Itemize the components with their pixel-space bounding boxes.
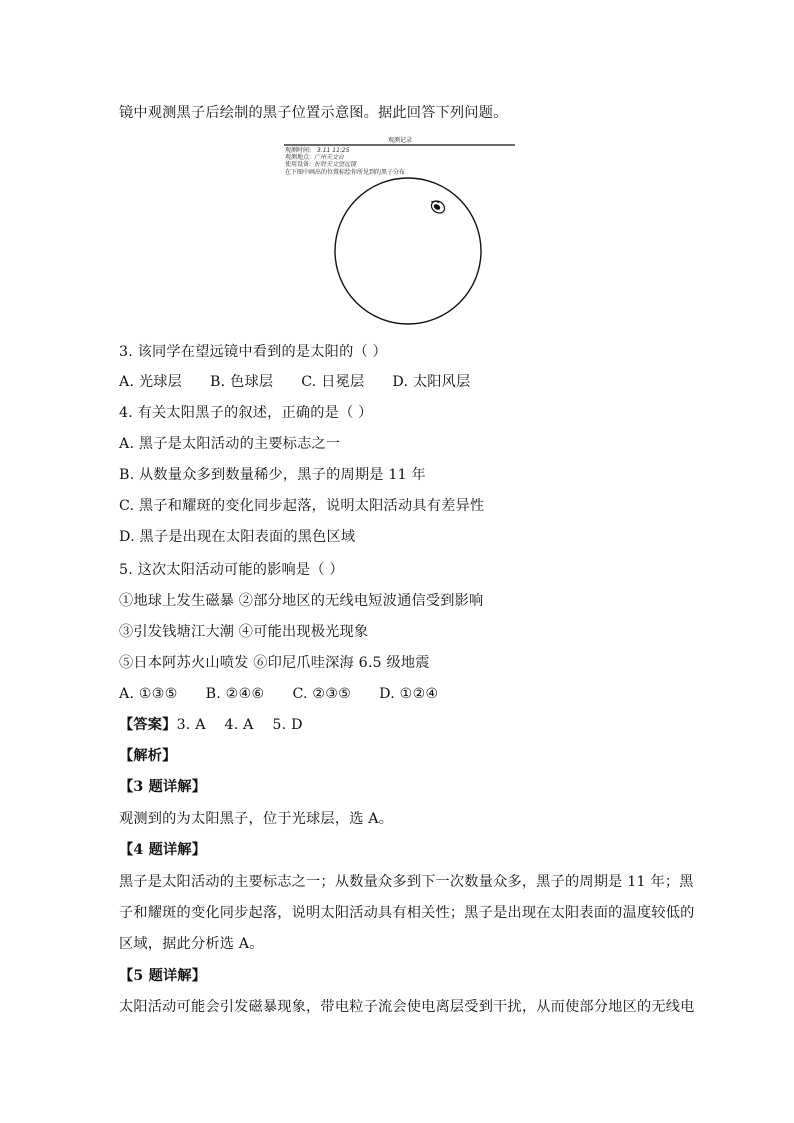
q4-option-c: C. 黑子和耀斑的变化同步起落，说明太阳活动具有差异性	[119, 498, 485, 514]
sunspot-observation-figure	[284, 136, 516, 332]
q3-detail-heading: 【3 题详解】	[119, 779, 207, 795]
figure-title: 观测记录	[388, 137, 413, 144]
analysis-label: 【解析】	[119, 748, 177, 764]
answer-text: 3. A 4. A 5. D	[176, 717, 303, 733]
q4-option-a: A. 黑子是太阳活动的主要标志之一	[119, 436, 341, 452]
q4-detail-line-3: 区域，据此分析选 A。	[119, 936, 264, 952]
q3-detail-text: 观测到的为太阳黑子，位于光球层，选 A。	[119, 811, 394, 827]
q4-stem: 4. 有关太阳黑子的叙述，正确的是（ ）	[119, 405, 373, 421]
q5-item-line-1: ①地球上发生磁暴 ②部分地区的无线电短波通信受到影响	[119, 593, 484, 609]
q5-option-c: C. ②③⑤	[292, 686, 352, 702]
q4-option-b: B. 从数量众多到数量稀少，黑子的周期是 11 年	[119, 467, 426, 483]
q5-detail-heading: 【5 题详解】	[119, 968, 207, 984]
q3-option-a: A. 光球层	[119, 374, 183, 390]
q5-options	[119, 684, 438, 704]
q3-option-c: C. 日冕层	[301, 374, 365, 390]
q3-options	[119, 372, 470, 392]
answer-line	[119, 715, 303, 735]
figure-row-device-value: 折射天文望远镜	[314, 161, 357, 168]
sunspot-icon	[429, 198, 447, 215]
q5-item-line-2: ③引发钱塘江大潮 ④可能出现极光现象	[119, 624, 369, 640]
sun-disk-circle	[335, 178, 481, 324]
q3-option-b: B. 色球层	[210, 374, 274, 390]
q5-detail-line-1: 太阳活动可能会引发磁暴现象，带电粒子流会使电离层受到干扰，从而使部分地区的无线电	[119, 999, 695, 1015]
answer-label: 【答案】	[119, 717, 177, 733]
q5-option-d: D. ①②④	[379, 686, 439, 702]
q4-option-d: D. 黑子是出现在太阳表面的黑色区域	[119, 529, 356, 545]
q4-detail-line-2: 子和耀斑的变化同步起落，说明太阳活动具有相关性；黑子是出现在太阳表面的温度较低的	[119, 905, 695, 921]
intro-text: 镜中观测黑子后绘制的黑子位置示意图。据此回答下列问题。	[119, 105, 508, 121]
figure-instruction: 在下图中画出的位置标绘你所见到的黑子分布	[285, 169, 406, 176]
figure-row-time-label: 观测时间:	[285, 147, 312, 154]
q3-option-d: D. 太阳风层	[392, 374, 471, 390]
q3-stem: 3. 该同学在望远镜中看到的是太阳的（ ）	[119, 344, 387, 360]
q5-option-b: B. ②④⑥	[205, 686, 265, 702]
q5-option-a: A. ①③⑤	[119, 686, 178, 702]
figure-row-place-value: 广州天文台	[314, 154, 345, 161]
q5-stem: 5. 这次太阳活动可能的影响是（ ）	[119, 562, 344, 578]
q4-detail-line-1: 黑子是太阳活动的主要标志之一；从数量众多到下一次数量众多，黑子的周期是 11 年；黑	[119, 874, 694, 890]
figure-row-time-value: 3.11 11:25	[317, 147, 350, 154]
q4-detail-heading: 【4 题详解】	[119, 842, 207, 858]
q5-item-line-3: ⑤日本阿苏火山喷发 ⑥印尼爪哇深海 6.5 级地震	[119, 655, 430, 671]
figure-row-device-label: 使用设备:	[285, 161, 312, 168]
figure-row-place-label: 观测地点:	[285, 154, 312, 161]
